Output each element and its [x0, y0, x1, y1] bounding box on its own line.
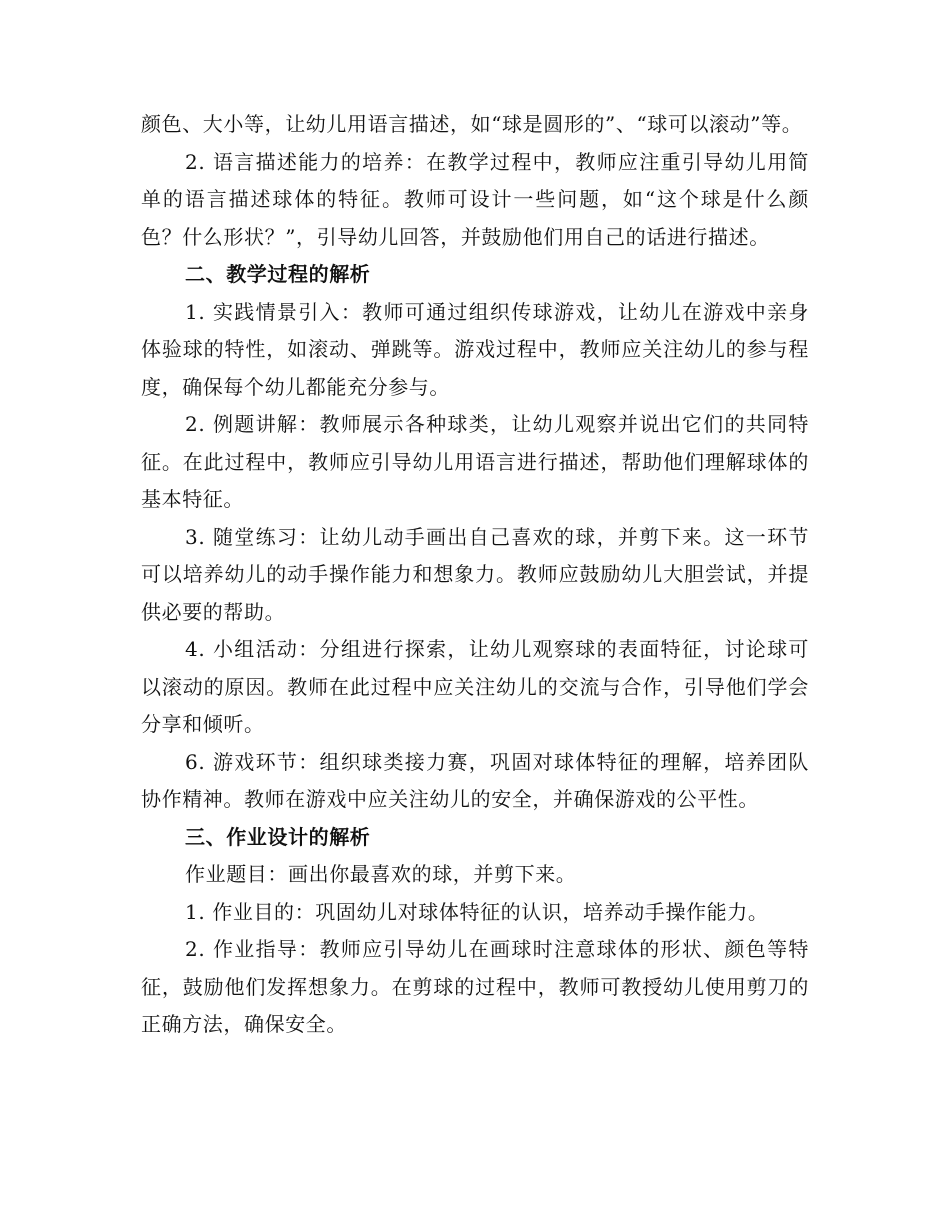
paragraph-homework-title: 作业题目：画出你最喜欢的球，并剪下来。 [185, 862, 577, 886]
paragraph-homework-purpose: 1. 作业目的：巩固幼儿对球体特征的认识，培养动手操作能力。 [185, 899, 769, 924]
paragraph-continuation: 颜色、大小等，让幼儿用语言描述，如“球是圆形的”、“球可以滚动”等。 [141, 112, 803, 136]
paragraph-example-explanation: 2. 例题讲解：教师展示各种球类，让幼儿观察并说出它们的共同特征。在此过程中，教师应引导幼儿用语言进行描述，帮助他们理解球体的基本特征。 [141, 412, 809, 511]
paragraph-scenario-intro: 1. 实践情景引入：教师可通过组织传球游戏，让幼儿在游戏中亲身体验球的特性，如滚动、弹跳等。游戏过程中，教师应关注幼儿的参与程度，确保每个幼儿都能充分参与。 [141, 299, 809, 399]
paragraph-homework-guidance: 2. 作业指导：教师应引导幼儿在画球时注意球体的形状、颜色等特征，鼓励他们发挥想象力。在剪球的过程中，教师可教授幼儿使用剪刀的正确方法，确保安全。 [141, 937, 809, 1036]
paragraph-classroom-practice: 3. 随堂练习：让幼儿动手画出自己喜欢的球，并剪下来。这一环节可以培养幼儿的动手操作能力和想象力。教师应鼓励幼儿大胆尝试，并提供必要的帮助。 [141, 524, 809, 624]
document-body [141, 106, 809, 1044]
paragraph-language-description: 2. 语言描述能力的培养：在教学过程中，教师应注重引导幼儿用简单的语言描述球体的特征。教师可设计一些问题，如“这个球是什么颜色？什么形状？”，引导幼儿回答，并鼓励他们用自己的话进行描述。 [141, 149, 809, 249]
paragraph-game-session: 6. 游戏环节：组织球类接力赛，巩固对球体特征的理解，培养团队协作精神。教师在游戏中应关注幼儿的安全，并确保游戏的公平性。 [141, 749, 809, 811]
paragraph-group-activity: 4. 小组活动：分组进行探索，让幼儿观察球的表面特征，讨论球可以滚动的原因。教师在此过程中应关注幼儿的交流与合作，引导他们学会分享和倾听。 [141, 637, 809, 736]
section-heading-homework-design: 三、作业设计的解析 [185, 824, 371, 849]
section-heading-teaching-process: 二、教学过程的解析 [185, 262, 371, 286]
